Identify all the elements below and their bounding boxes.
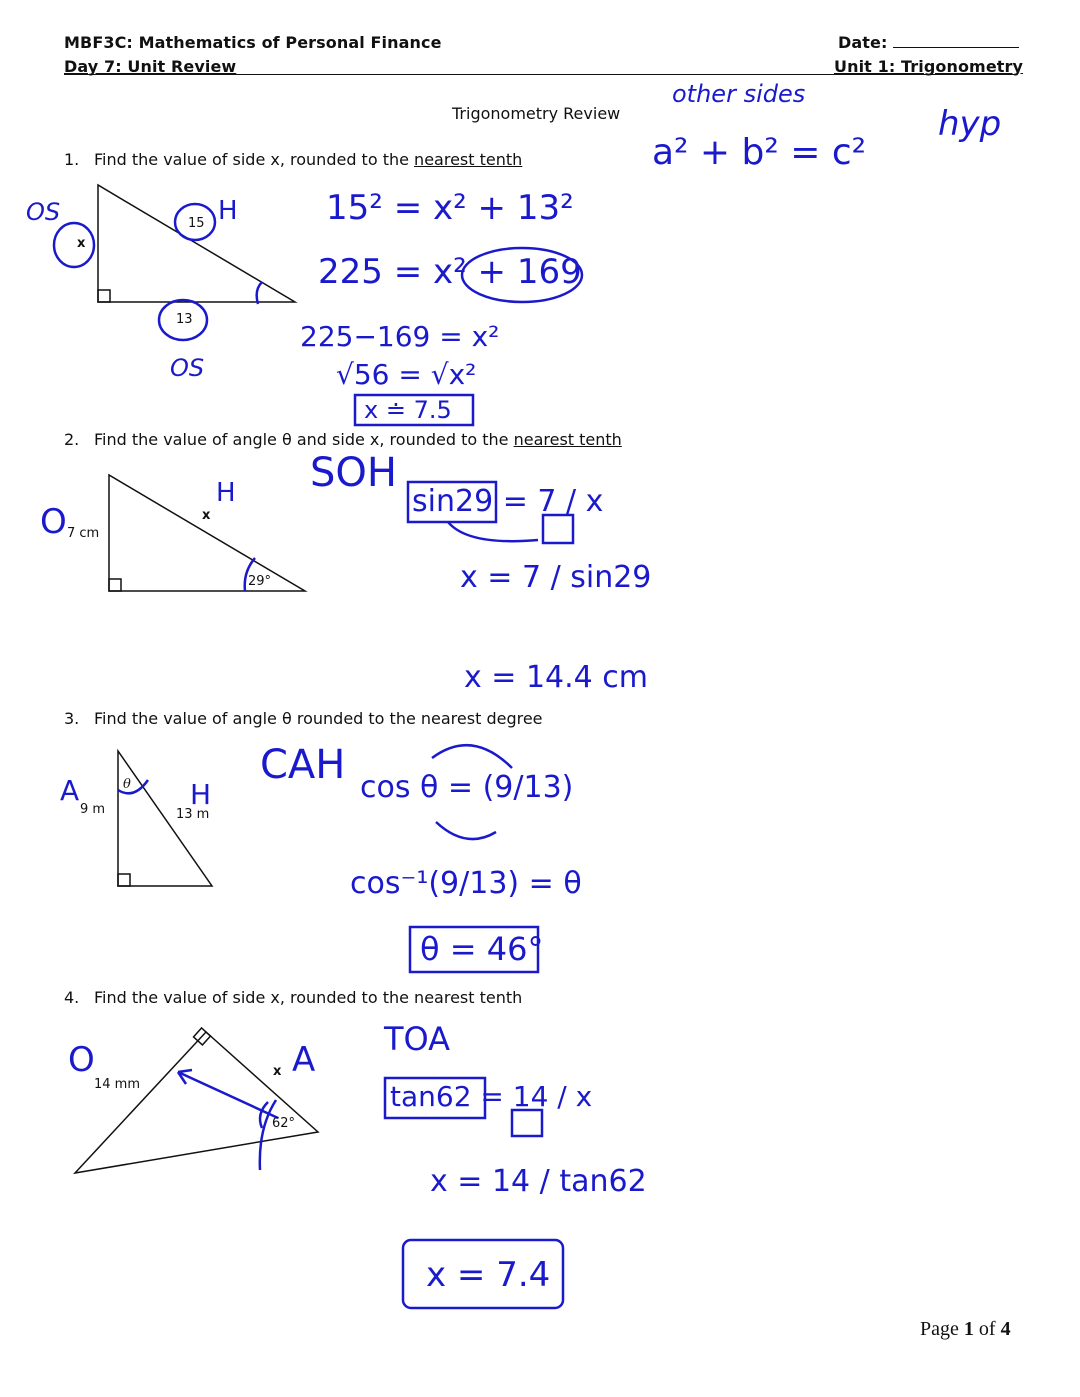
q1-base-label: 13 (176, 312, 193, 327)
q2-work-2: x = 7 / sin29 (460, 560, 652, 595)
q4-rule: TOA (384, 1020, 451, 1058)
q3-rule: CAH (260, 742, 346, 788)
note-other-sides: other sides (672, 80, 806, 108)
q4-answer: x = 7.4 (426, 1255, 551, 1295)
q4-side-label: 14 mm (94, 1077, 141, 1092)
q1-note-os-left: OS (26, 198, 61, 226)
question-number: 4. (64, 988, 80, 1007)
q2-note-h: H (216, 478, 236, 508)
q1-note-os-bottom: OS (170, 354, 205, 382)
q1-side-label: x (77, 236, 86, 251)
question-number: 3. (64, 709, 80, 728)
page-total: 4 (1000, 1318, 1011, 1340)
q2-note-o: O (40, 502, 67, 542)
q4-angle-label: 62° (272, 1116, 296, 1131)
q2-rule: SOH (310, 450, 397, 496)
question-number: 2. (64, 430, 80, 449)
q4-work-1: tan62 = 14 / x (390, 1080, 593, 1113)
question-emphasis: nearest tenth (414, 150, 523, 169)
question-text: Find the value of side x, rounded to the (94, 150, 415, 169)
page-prefix: Page (920, 1318, 964, 1340)
q3-note-a: A (60, 774, 80, 807)
q1-hyp-label: 15 (188, 216, 205, 231)
q3-note-h: H (190, 778, 212, 811)
q3-hyp-label: 13 m (176, 807, 210, 822)
page-title: Trigonometry Review (452, 104, 621, 123)
q2-work-1: sin29 = 7 / x (412, 484, 604, 519)
q1-work-4: √56 = √x² (336, 358, 477, 391)
q2-answer: x = 14.4 cm (464, 660, 649, 695)
q1-work-1: 15² = x² + 13² (326, 188, 574, 228)
course-title: MBF3C: Mathematics of Personal Finance (64, 33, 442, 52)
q2-angle-label: 29° (248, 574, 272, 589)
q1-note-h: H (218, 196, 238, 226)
page-of: of (973, 1318, 1001, 1340)
q2-hyp-label: x (202, 508, 211, 523)
question-number: 1. (64, 150, 80, 169)
q4-adj-label: x (273, 1064, 282, 1079)
note-hyp: hyp (938, 104, 1002, 144)
question-emphasis: nearest tenth (513, 430, 622, 449)
question-text: Find the value of angle θ rounded to the nearest degree (94, 709, 543, 728)
date-label-text: Date: (838, 33, 888, 52)
note-pythagoras: a² + b² = c² (652, 132, 867, 173)
q3-angle-label: θ (123, 777, 131, 792)
q2-side-label: 7 cm (67, 526, 100, 541)
q3-work-2: cos⁻¹(9/13) = θ (350, 866, 582, 901)
q3-work-1: cos θ = (9/13) (360, 770, 574, 805)
q4-work-2: x = 14 / tan62 (430, 1164, 647, 1199)
q4-note-o: O (68, 1040, 95, 1080)
page-number: 1 (963, 1318, 974, 1340)
q3-side-label: 9 m (80, 802, 106, 817)
question-text: Find the value of angle θ and side x, rounded to the (94, 430, 514, 449)
q1-work-3: 225−169 = x² (300, 320, 500, 353)
q1-answer: x ≐ 7.5 (364, 396, 452, 424)
q4-note-a: A (292, 1040, 316, 1080)
lesson-title: Day 7: Unit Review (64, 57, 237, 76)
q1-work-2: 225 = x² + 169 (318, 252, 582, 292)
q3-answer: θ = 46° (420, 930, 544, 968)
unit-title: Unit 1: Trigonometry (834, 57, 1024, 76)
page-indicator (920, 1318, 1011, 1341)
question-text: Find the value of side x, rounded to the nearest tenth (94, 988, 523, 1007)
